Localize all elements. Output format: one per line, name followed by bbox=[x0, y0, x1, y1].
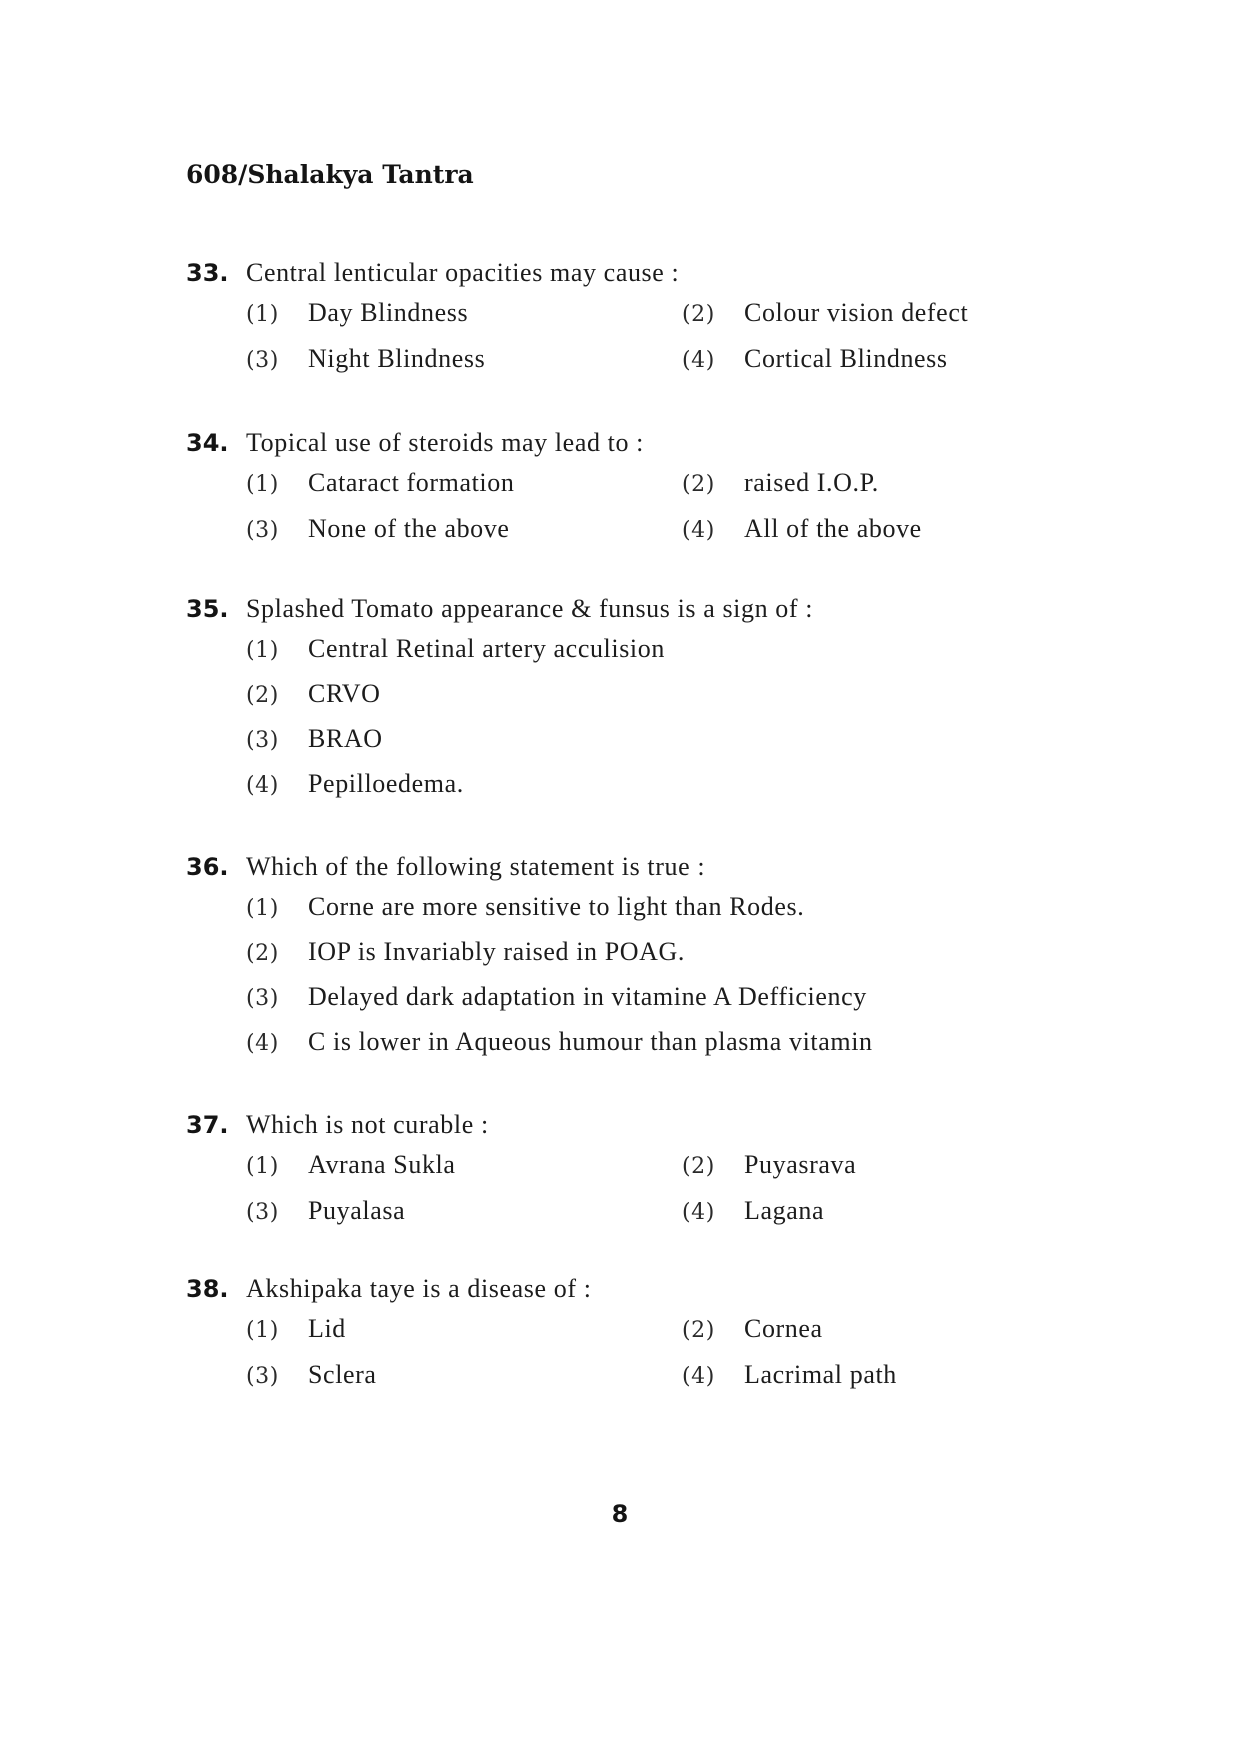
question-38 bbox=[186, 1274, 1086, 1406]
option-2: (2) IOP is Invariably raised in POAG. bbox=[246, 937, 686, 966]
question-number: 35. bbox=[186, 595, 229, 623]
option-4: (4) C is lower in Aqueous humour than plasma vitamin bbox=[246, 1027, 873, 1056]
question-number: 37. bbox=[186, 1111, 229, 1139]
option-2: (2) CRVO bbox=[246, 679, 381, 708]
options bbox=[246, 1150, 1086, 1242]
option-3: (3) Puyalasa bbox=[246, 1196, 406, 1225]
question-number: 34. bbox=[186, 429, 229, 457]
option-1: (1) Corne are more sensitive to light than Rodes. bbox=[246, 892, 805, 921]
options bbox=[246, 468, 1086, 560]
option-2: (2) Cornea bbox=[682, 1314, 823, 1343]
option-2: (2) Colour vision defect bbox=[682, 298, 969, 327]
question-33 bbox=[186, 258, 1086, 390]
question-35 bbox=[186, 594, 1086, 814]
options bbox=[246, 1314, 1086, 1406]
option-2: (2) Puyasrava bbox=[682, 1150, 857, 1179]
question-number: 38. bbox=[186, 1275, 229, 1303]
option-2: (2) raised I.O.P. bbox=[682, 468, 879, 497]
option-3: (3) Sclera bbox=[246, 1360, 377, 1389]
option-3: (3) Night Blindness bbox=[246, 344, 486, 373]
question-number: 36. bbox=[186, 853, 229, 881]
question-34 bbox=[186, 428, 1086, 560]
question-text: Topical use of steroids may lead to : bbox=[246, 428, 645, 457]
options bbox=[246, 892, 1086, 1072]
question-37 bbox=[186, 1110, 1086, 1242]
question-text: Central lenticular opacities may cause : bbox=[246, 258, 680, 287]
option-1: (1) Cataract formation bbox=[246, 468, 515, 497]
option-4: (4) Pepilloedema. bbox=[246, 769, 464, 798]
option-1: (1) Avrana Sukla bbox=[246, 1150, 456, 1179]
option-1: (1) Day Blindness bbox=[246, 298, 469, 327]
option-3: (3) BRAO bbox=[246, 724, 383, 753]
option-4: (4) Lacrimal path bbox=[682, 1360, 897, 1389]
question-text: Akshipaka taye is a disease of : bbox=[246, 1274, 592, 1303]
question-36 bbox=[186, 852, 1086, 1072]
option-1: (1) Central Retinal artery acculision bbox=[246, 634, 665, 663]
question-text: Which is not curable : bbox=[246, 1110, 489, 1139]
options bbox=[246, 634, 1086, 814]
page-number: 8 bbox=[611, 1500, 629, 1528]
option-4: (4) Cortical Blindness bbox=[682, 344, 948, 373]
option-4: (4) Lagana bbox=[682, 1196, 825, 1225]
option-1: (1) Lid bbox=[246, 1314, 346, 1343]
option-3: (3) Delayed dark adaptation in vitamine A Defficiency bbox=[246, 982, 867, 1011]
question-number: 33. bbox=[186, 259, 229, 287]
question-text: Which of the following statement is true : bbox=[246, 852, 706, 881]
page-header: 608/Shalakya Tantra bbox=[186, 160, 474, 189]
option-3: (3) None of the above bbox=[246, 514, 510, 543]
question-text: Splashed Tomato appearance & funsus is a sign of : bbox=[246, 594, 814, 623]
option-4: (4) All of the above bbox=[682, 514, 922, 543]
options bbox=[246, 298, 1086, 390]
